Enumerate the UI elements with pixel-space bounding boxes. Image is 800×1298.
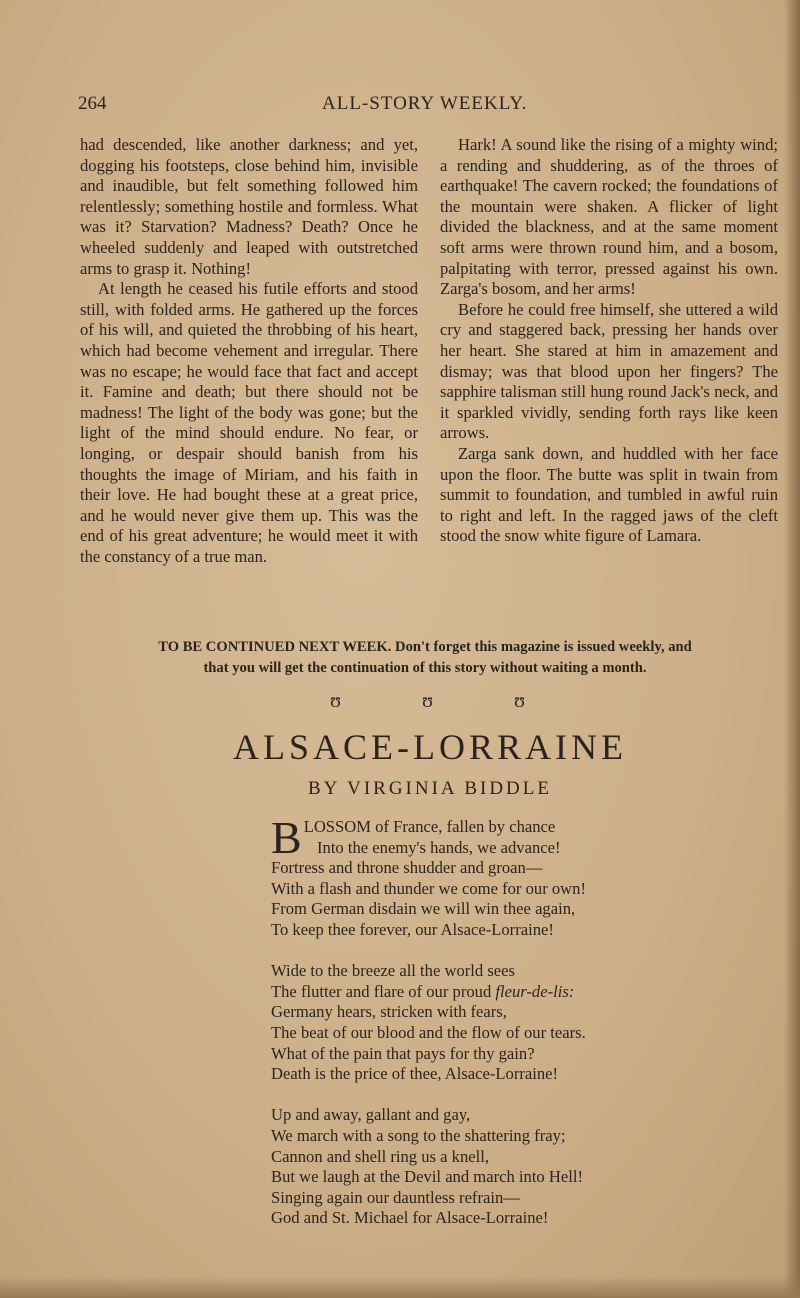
poem-line: Fortress and throne shudder and groan— (271, 858, 543, 878)
continued-notice-line: TO BE CONTINUED NEXT WEEK. Don't forget this magazine is issued weekly, and (158, 639, 692, 655)
poem-line-italic: fleur-de-lis: (495, 981, 575, 1001)
poem-line: LOSSOM of France, fallen by chance (303, 817, 556, 836)
poem-line: Into the enemy's hands, we advance! (317, 837, 561, 857)
ornament-icon: ʊ (514, 690, 525, 712)
page-bottom-shadow (0, 1276, 800, 1298)
poem-line: From German disdain we will win thee again, (271, 899, 576, 919)
ornament-icon: ʊ (422, 690, 433, 712)
poem-line: Death is the price of thee, Alsace-Lorraine! (271, 1064, 559, 1084)
poem-line: Cannon and shell ring us a knell, (271, 1146, 489, 1166)
stanza (271, 1105, 721, 1229)
stanza (271, 961, 721, 1085)
page-number: 264 (78, 93, 107, 114)
poem-line: With a flash and thunder we come for our own! (271, 878, 586, 898)
poem-body (271, 812, 721, 1249)
continued-notice (70, 637, 780, 679)
page-header (78, 93, 778, 119)
poem-line-text: The flutter and flare of our proud (271, 981, 496, 1001)
poem-line: But we laugh at the Devil and march into Hell! (271, 1167, 583, 1187)
running-head: ALL-STORY WEEKLY. (322, 93, 528, 114)
poem-title: ALSACE-LORRAINE (233, 727, 627, 767)
continued-notice-line: that you will get the continuation of this story without waiting a month. (203, 660, 647, 676)
paragraph: Before he could free himself, she uttered a wild cry and staggered back, pressing her hands over her heart. She stared at him in amazement and dismay; was that blood upon her fingers? The sapphire talisman still hung round Jack's neck, and it sparkled vividly, sending forth rays like keen arrows. (440, 299, 778, 443)
poem-line: God and St. Michael for Alsace-Lorraine! (271, 1208, 549, 1228)
poem-line: What of the pain that pays for thy gain? (271, 1043, 535, 1063)
poem-line: Wide to the breeze all the world sees (271, 961, 515, 981)
left-column (80, 135, 418, 567)
poem-line: Germany hears, stricken with fears, (271, 1002, 507, 1022)
poem-byline: BY VIRGINIA BIDDLE (308, 778, 552, 799)
paragraph: Hark! A sound like the rising of a mighty wind; a rending and shuddering, as of the throes of earthquake! The cavern rocked; the foundations of the mountain were shaken. A flicker of light divided the blackness, and at the same moment soft arms were thrown round him, and a bosom, palpitating with terror, pressed against his own. Zarga's bosom, and her arms! (440, 135, 778, 299)
stanza (271, 812, 721, 941)
right-column (440, 135, 778, 547)
paragraph: At length he ceased his futile efforts and stood still, with folded arms. He gathered up the forces of his will, and quieted the throbbing of his heart, which had become vehement and irregular. There was no escape; he would face that fact and accept it. Famine and death; but there should not be madness! The light of the body was gone; but the light of the mind should endure. No fear, or longing, or despair should banish from his thoughts the image of Miriam, and his faith in their love. He had bought these at a great price, and he would never give them up. This was the end of his great adventure; he would meet it with the constancy of a true man. (80, 279, 418, 566)
ornament-divider (330, 690, 530, 714)
drop-cap: B (271, 812, 302, 863)
paragraph: Zarga sank down, and huddled with her face upon the floor. The butte was split in twain from summit to foundation, and tumbled in awful ruin to right and left. In the ragged jaws of the cleft stood the snow white figure of Lamara. (440, 443, 778, 546)
poem-line (271, 982, 721, 1003)
poem-line: The beat of our blood and the flow of our tears. (271, 1022, 586, 1042)
paragraph: had descended, like another darkness; and yet, dogging his footsteps, close behind him, invisible and inaudible, but felt something followed him relentlessly; something hostile and formless. What was it? Starvation? Madness? Death? Once he wheeled suddenly and leaped with outstretched arms to grasp it. Nothing! (80, 135, 418, 278)
page-edge-shadow (784, 0, 800, 1298)
poem-line: Singing again our dauntless refrain— (271, 1187, 520, 1207)
poem-line: Up and away, gallant and gay, (271, 1105, 471, 1125)
poem-line: We march with a song to the shattering fray; (271, 1125, 566, 1145)
ornament-icon: ʊ (330, 690, 341, 712)
poem-line: To keep thee forever, our Alsace-Lorraine! (271, 919, 554, 939)
